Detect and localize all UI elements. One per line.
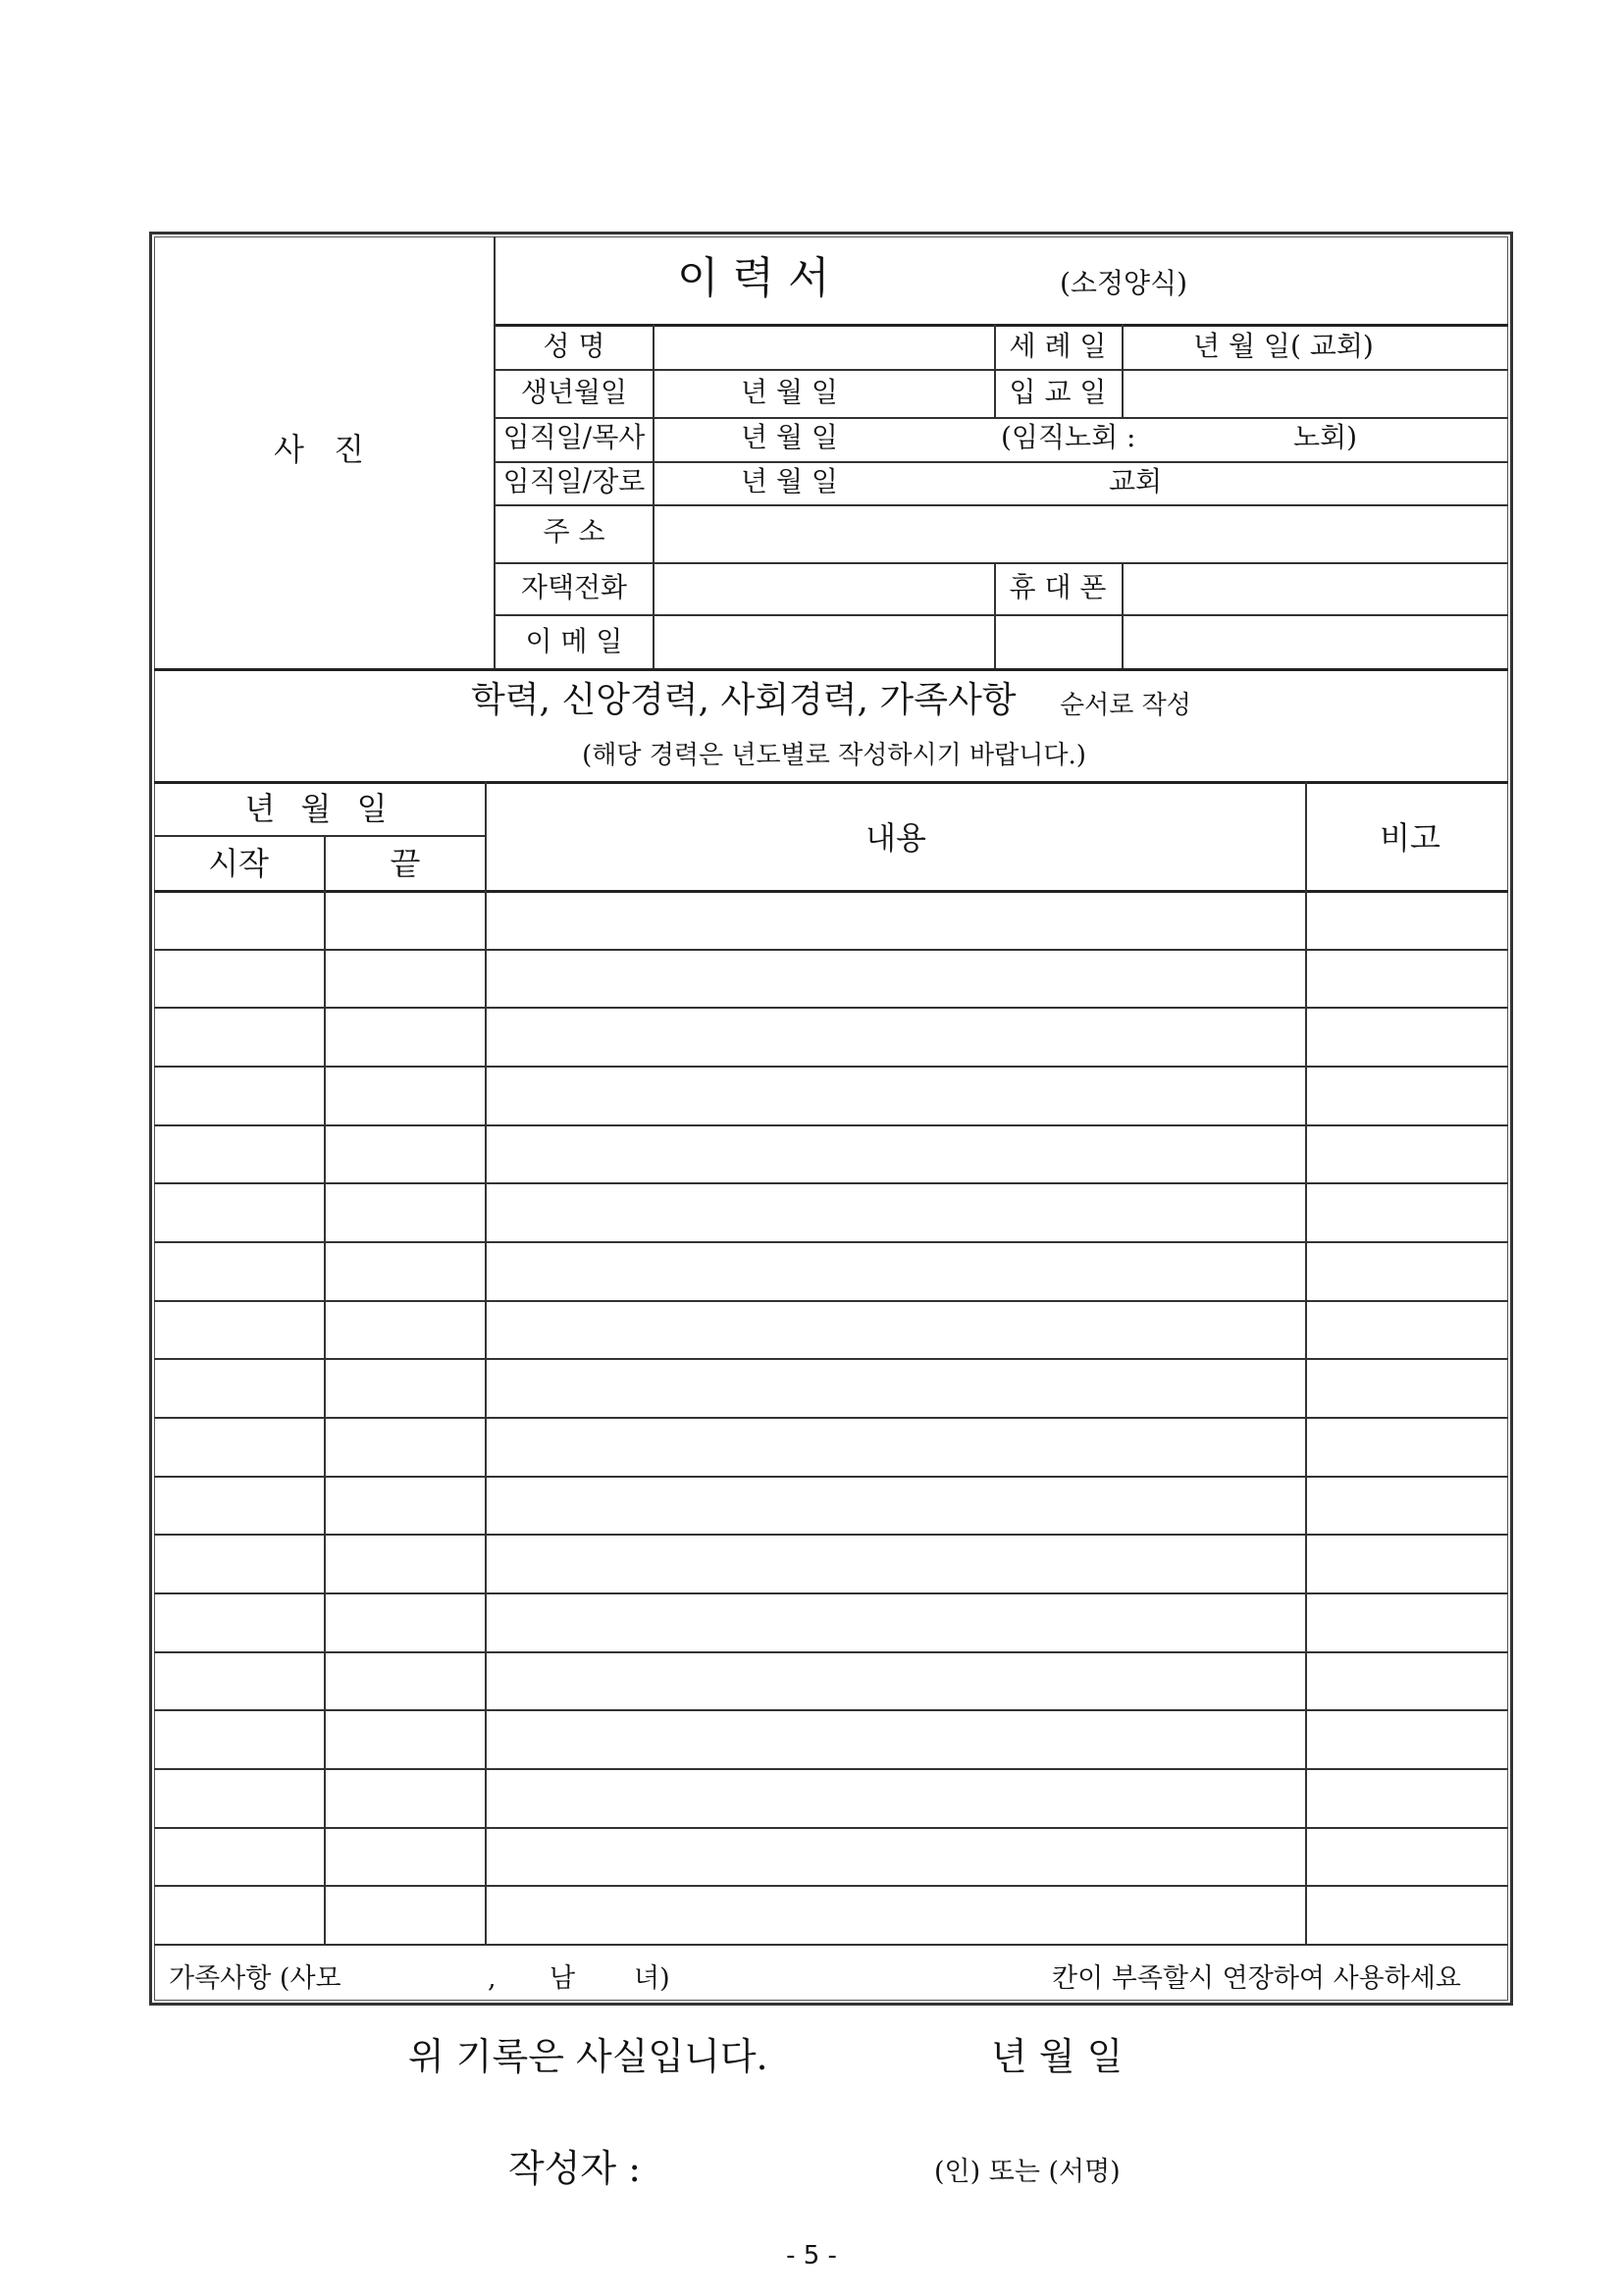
row-line [496,369,1508,371]
col-end-label: 끝 [390,845,421,882]
history-row-line [154,1241,1508,1243]
confirmation-statement: 위 기록은 사실입니다. [408,2035,768,2078]
address-label: 주 소 [543,515,605,548]
family-label: 가족사항 (사모 [169,1963,341,1994]
history-heading: 학력, 신앙경력, 사회경력, 가족사항 [471,680,1017,720]
family-son: 남 [550,1963,576,1994]
elder-church-suffix: 교회 [1109,465,1163,497]
pastor-value: 년 월 일 [741,421,838,453]
col-line [994,562,996,668]
photo-label: 사 진 [274,431,374,468]
family-daughter: 녀) [634,1963,670,1994]
date-sub-line [154,835,485,837]
row-line [496,562,1508,564]
history-row-line [154,1066,1508,1068]
footer-row-line [154,1944,1508,1946]
extend-note: 칸이 부족할시 연장하여 사용하세요 [1052,1963,1461,1994]
row-line [496,417,1508,419]
title-divider [496,324,1508,327]
history-row-line [154,1709,1508,1711]
confirmation-date: 년 월 일 [991,2035,1124,2078]
col-start-label: 시작 [208,845,269,882]
col-remarks-label: 비고 [1380,819,1440,857]
author-label: 작성자 : [508,2147,642,2190]
birth-value: 년 월 일 [741,376,838,408]
col-content-label: 내용 [865,819,926,857]
presbytery-suffix: 노회) [1293,421,1358,453]
col-line [1122,562,1124,668]
history-row-line [154,1300,1508,1302]
col-line [653,324,654,668]
form-title-note: (소정양식) [1060,267,1188,299]
row-line [496,461,1508,463]
col-date-label: 년 월 일 [244,790,395,827]
history-row-line [154,1182,1508,1184]
name-label: 성 명 [543,330,605,362]
row-line [496,504,1508,506]
baptism-label: 세 례 일 [1009,330,1107,362]
birth-label: 생년월일 [520,376,628,408]
history-row-line [154,1124,1508,1126]
history-note: (해당 경력은 년도별로 작성하시기 바랍니다.) [582,741,1086,770]
form-title: 이 력 서 [677,253,830,303]
history-row-line [154,1007,1508,1009]
page-number: - 5 - [786,2241,837,2270]
history-row-line [154,1768,1508,1770]
history-row-line [154,1592,1508,1594]
history-row-line [154,1651,1508,1653]
row-line [496,614,1508,616]
email-label: 이 메 일 [525,625,623,657]
pastor-label: 임직일/목사 [502,421,646,453]
history-row-line [154,949,1508,951]
history-row-line [154,1534,1508,1536]
section-divider [154,668,1508,671]
photo-divider [494,236,496,668]
home-phone-label: 자택전화 [520,571,628,603]
col-line [324,835,326,1944]
col-line [1122,324,1124,417]
mobile-label: 휴 대 폰 [1009,571,1107,603]
elder-value: 년 월 일 [741,465,838,497]
baptism-value: 년 월 일( 교회) [1193,330,1374,362]
history-row-line [154,1827,1508,1829]
enroll-label: 입 교 일 [1009,376,1107,408]
seal-or-sign: (인) 또는 (서명) [934,2157,1121,2187]
history-row-line [154,1476,1508,1478]
history-row-line [154,1417,1508,1419]
pastor-presbytery: (임직노회 : [1001,421,1136,453]
family-comma: , [488,1963,497,1994]
history-row-line [154,1885,1508,1887]
col-line [994,324,996,417]
elder-label: 임직일/장로 [502,465,646,497]
history-row-line [154,1358,1508,1360]
history-heading-suffix: 순서로 작성 [1060,691,1191,720]
